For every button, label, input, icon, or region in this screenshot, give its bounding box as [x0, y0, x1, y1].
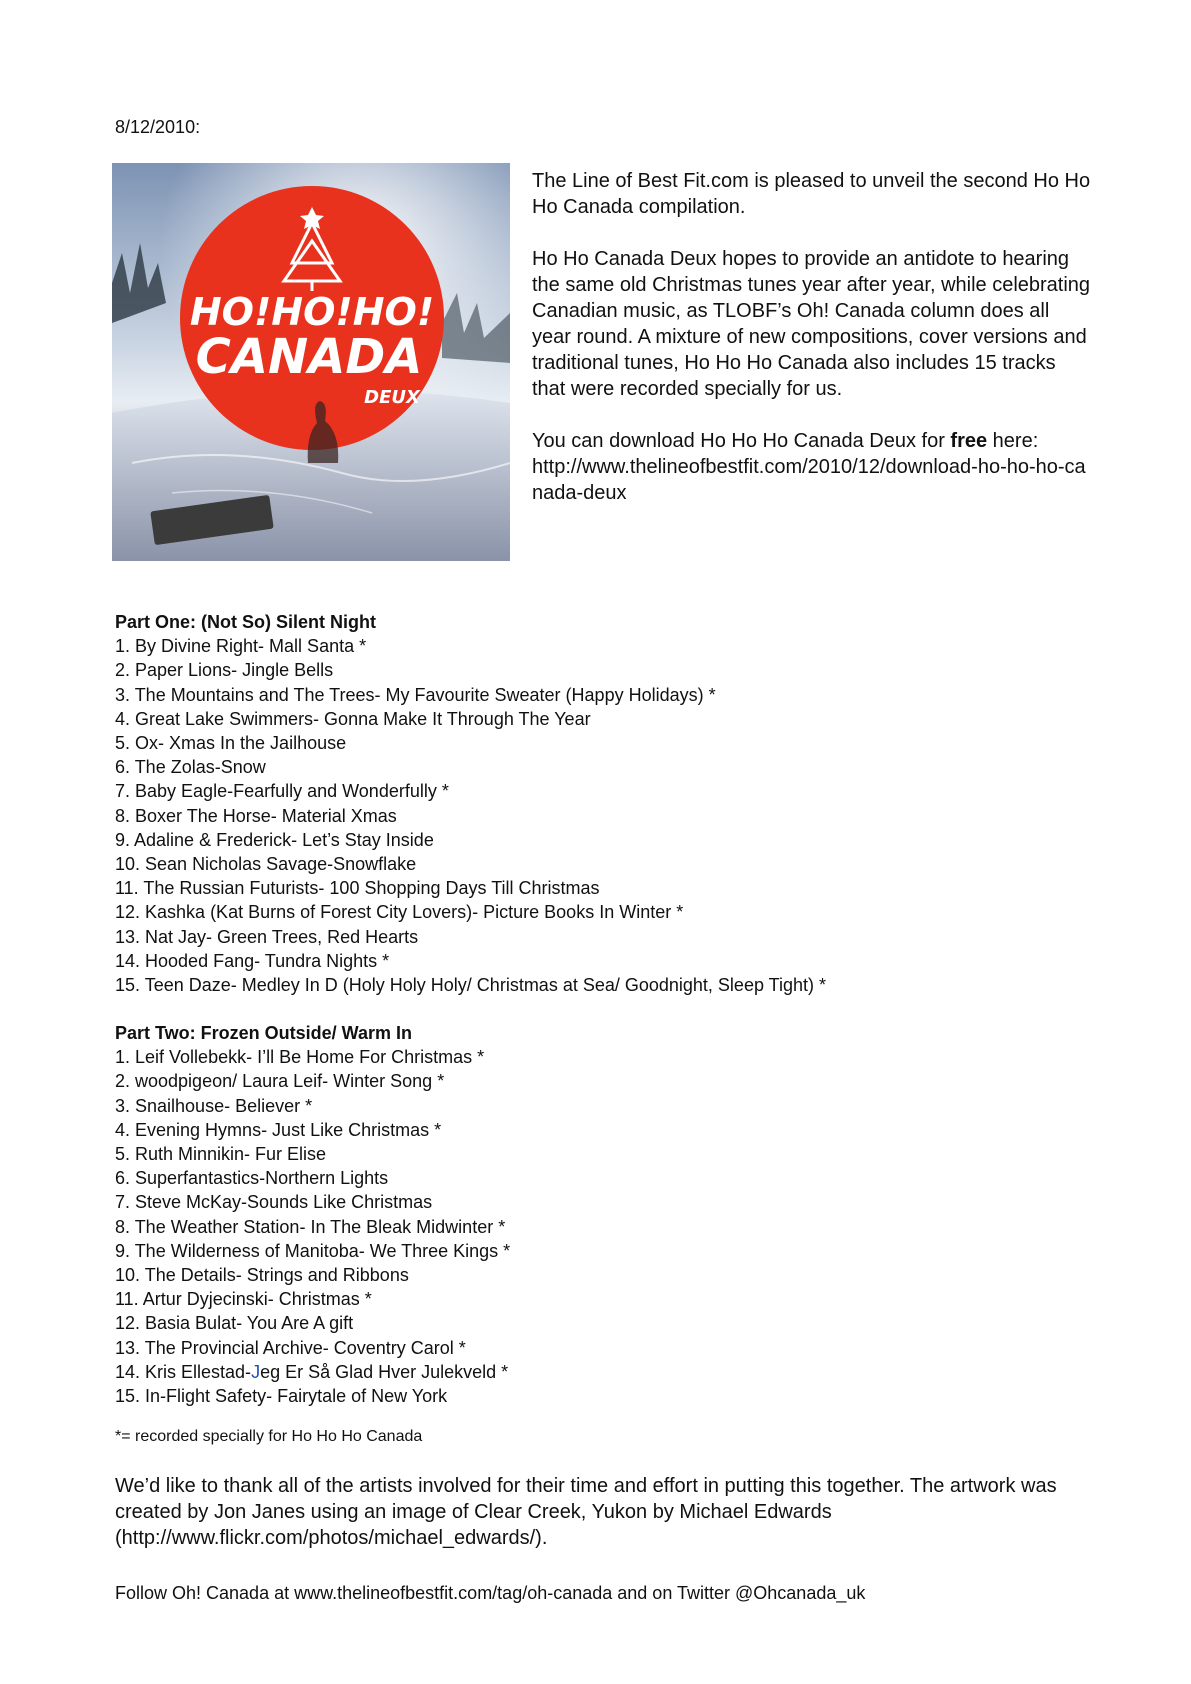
cover-title-line1: HO!HO!HO! [189, 290, 435, 334]
intro-text [532, 168, 1092, 532]
track-item [115, 1360, 1115, 1384]
track-item: 1. By Divine Right- Mall Santa * [115, 636, 367, 657]
track-item: 2. Paper Lions- Jingle Bells [115, 660, 334, 681]
track-item: 4. Evening Hymns- Just Like Christmas * [115, 1119, 442, 1140]
track-14-letter: J [251, 1361, 261, 1382]
intro-paragraph-2: Ho Ho Canada Deux hopes to provide an antidote to hearing the same old Christmas tunes year after year, while celebrating Canadian music, as TLOBF’s Oh! Canada column does all year round. A mixture of new compositions, cover versions and traditional tunes, Ho Ho Ho Canada also includes 15 tracks that were recorded specially for us. [532, 248, 1091, 400]
track-item: 15. In-Flight Safety- Fairytale of New York [115, 1386, 448, 1407]
track-item: 9. Adaline & Frederick- Let’s Stay Inside [115, 829, 434, 850]
part-one-tracks [115, 634, 1115, 997]
intro-paragraph-1: The Line of Best Fit.com is pleased to unveil the second Ho Ho Ho Canada compilation. [532, 170, 1091, 218]
footnote: *= recorded specially for Ho Ho Ho Canada [115, 1428, 423, 1445]
part-two-heading: Part Two: Frozen Outside/ Warm In [115, 1023, 413, 1043]
part-two-tracklist [115, 1021, 1115, 1408]
track-item: 7. Baby Eagle-Fearfully and Wonderfully * [115, 781, 449, 802]
track-item: 3. Snailhouse- Believer * [115, 1095, 313, 1116]
download-text: You can download Ho Ho Ho Canada Deux for [532, 430, 951, 452]
track-item: 7. Steve McKay-Sounds Like Christmas [115, 1192, 433, 1213]
intro-paragraph-3 [532, 428, 1092, 506]
part-two-tracks [115, 1045, 1115, 1408]
track-item: 12. Kashka (Kat Burns of Forest City Lovers)- Picture Books In Winter * [115, 902, 684, 923]
track-item: 11. The Russian Futurists- 100 Shopping Days Till Christmas [115, 878, 600, 899]
album-cover-image [112, 163, 510, 561]
track-item: 13. The Provincial Archive- Coventry Carol * [115, 1337, 466, 1358]
track-item: 4. Great Lake Swimmers- Gonna Make It Through The Year [115, 708, 591, 729]
track-14-end: eg Er Så Glad Hver Julekveld * [260, 1361, 509, 1382]
track-item: 13. Nat Jay- Green Trees, Red Hearts [115, 926, 419, 947]
part-one-tracklist [115, 610, 1115, 997]
track-item: 15. Teen Daze- Medley In D (Holy Holy Holy/ Christmas at Sea/ Goodnight, Sleep Tight) * [115, 975, 826, 996]
track-item: 3. The Mountains and The Trees- My Favourite Sweater (Happy Holidays) * [115, 684, 716, 705]
cover-title-line3: DEUX [364, 387, 420, 408]
track-item: 6. The Zolas-Snow [115, 757, 266, 778]
download-link[interactable]: http://www.thelineofbestfit.com/2010/12/download-ho-ho-ho-canada-deux [532, 456, 1086, 504]
thanks-paragraph: We’d like to thank all of the artists involved for their time and effort in putting this together. The artwork was created by Jon Janes using an image of Clear Creek, Yukon by Michael Edwards (http://www.flickr.com/photos/michael_edwards/). [115, 1475, 1057, 1549]
track-item: 10. Sean Nicholas Savage-Snowflake [115, 854, 417, 875]
track-item: 10. The Details- Strings and Ribbons [115, 1265, 409, 1286]
track-14-start: 14. Kris Ellestad- [115, 1361, 252, 1382]
track-item: 12. Basia Bulat- You Are A gift [115, 1313, 354, 1334]
cover-title-line2: CANADA [195, 329, 423, 385]
track-item: 8. The Weather Station- In The Bleak Midwinter * [115, 1216, 506, 1237]
track-item: 5. Ruth Minnikin- Fur Elise [115, 1144, 327, 1165]
track-item: 6. Superfantastics-Northern Lights [115, 1168, 389, 1189]
follow-line: Follow Oh! Canada at www.thelineofbestfit.com/tag/oh-canada and on Twitter @Ohcanada_uk [115, 1583, 866, 1603]
part-one-heading: Part One: (Not So) Silent Night [115, 612, 376, 632]
track-item: 8. Boxer The Horse- Material Xmas [115, 805, 397, 826]
track-item: 2. woodpigeon/ Laura Leif- Winter Song * [115, 1071, 445, 1092]
track-item: 1. Leif Vollebekk- I’ll Be Home For Christmas * [115, 1047, 485, 1068]
track-item: 9. The Wilderness of Manitoba- We Three Kings * [115, 1240, 511, 1261]
download-text-end: here: [987, 430, 1039, 452]
free-label: free [950, 430, 988, 452]
track-item: 5. Ox- Xmas In the Jailhouse [115, 733, 347, 754]
track-item: 14. Hooded Fang- Tundra Nights * [115, 950, 390, 971]
track-item: 11. Artur Dyjecinski- Christmas * [115, 1289, 372, 1310]
date: 8/12/2010: [115, 117, 201, 137]
